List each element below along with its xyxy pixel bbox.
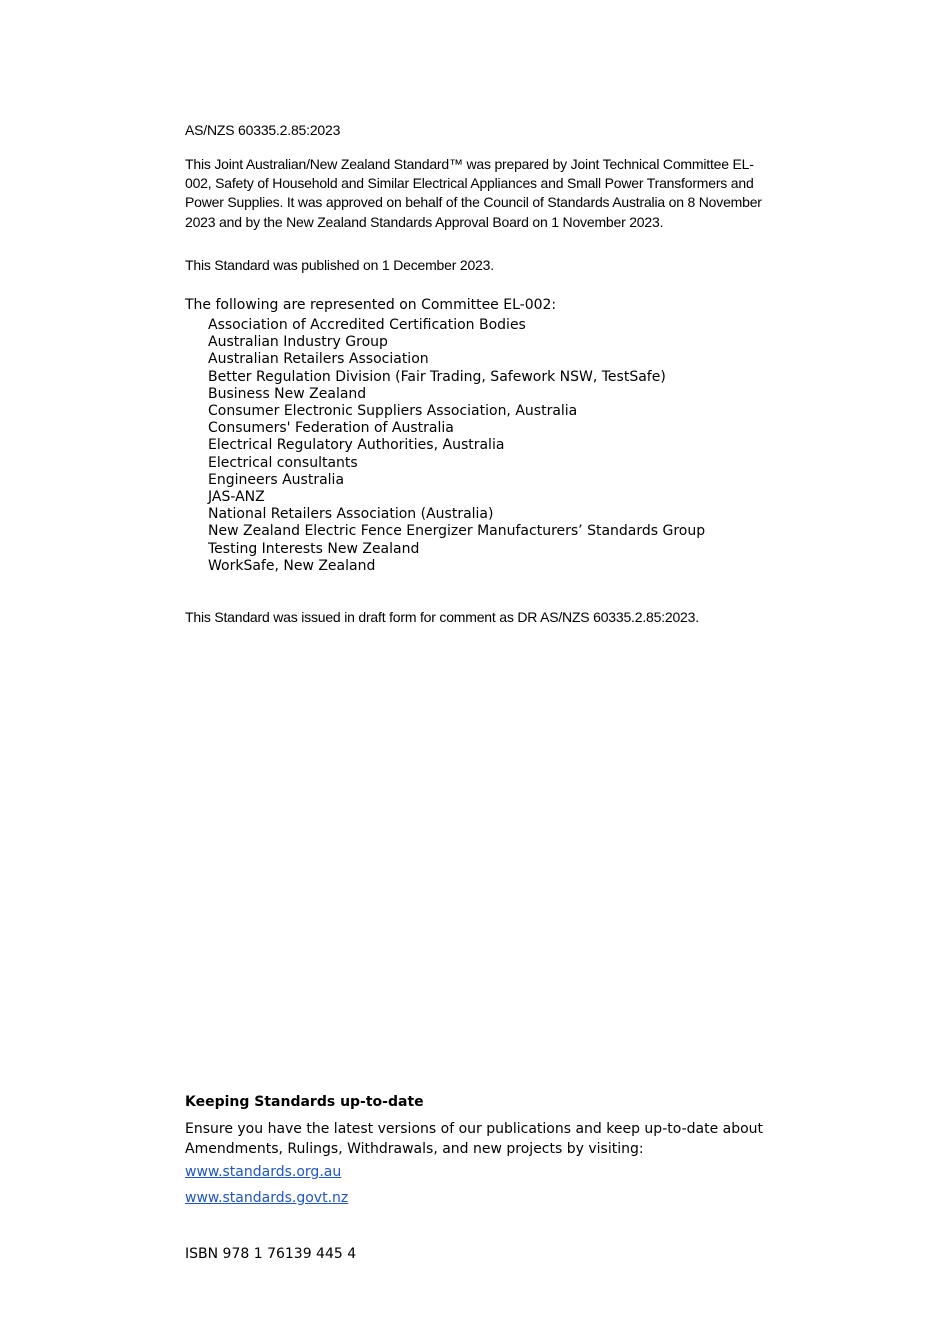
committee-member: Consumer Electronic Suppliers Association, Australia — [208, 403, 578, 420]
committee-member: National Retailers Association (Australia) — [208, 506, 494, 523]
committee-member: Business New Zealand — [208, 385, 367, 402]
isbn: ISBN 978 1 76139 445 4 — [185, 1246, 357, 1262]
committee-members-list — [208, 317, 705, 575]
committee-member: New Zealand Electric Fence Energizer Manufacturers’ Standards Group — [208, 523, 706, 540]
standards-australia-link[interactable]: www.standards.org.au — [185, 1164, 342, 1180]
committee-member: Better Regulation Division (Fair Trading, Safework NSW, TestSafe) — [208, 368, 666, 385]
committee-member: Electrical Regulatory Authorities, Australia — [208, 437, 505, 454]
committee-member: Electrical consultants — [208, 454, 358, 471]
committee-member: Testing Interests New Zealand — [208, 540, 420, 557]
committee-member: Australian Retailers Association — [208, 351, 429, 368]
standard-id: AS/NZS 60335.2.85:2023 — [185, 122, 341, 138]
published-statement: This Standard was published on 1 December 2023. — [185, 257, 494, 273]
standards-new-zealand-link[interactable]: www.standards.govt.nz — [185, 1190, 349, 1206]
committee-intro: The following are represented on Committee EL-002: — [185, 297, 557, 313]
committee-member: Consumers' Federation of Australia — [208, 420, 454, 437]
committee-member: JAS-ANZ — [208, 489, 265, 506]
committee-member: Australian Industry Group — [208, 334, 388, 351]
keeping-up-to-date-heading: Keeping Standards up-to-date — [185, 1094, 424, 1110]
keeping-up-to-date-body: Ensure you have the latest versions of our publications and keep up-to-date about Amendments, Rulings, Withdrawals, and new projects by visiting: — [185, 1121, 764, 1157]
draft-note: This Standard was issued in draft form for comment as DR AS/NZS 60335.2.85:2023. — [185, 609, 699, 625]
committee-member: WorkSafe, New Zealand — [208, 557, 376, 574]
committee-member: Engineers Australia — [208, 471, 345, 488]
preparation-statement: This Joint Australian/New Zealand Standard™ was prepared by Joint Technical Committee EL-002, Safety of Household and Similar Electrical Appliances and Small Power Transformers and Power Supplies. It was approved on behalf of the Council of Standards Australia on 8 November 2023 and by the New Zealand Standards Approval Board on 1 November 2023. — [185, 156, 762, 230]
committee-member: Association of Accredited Certification Bodies — [208, 317, 526, 333]
